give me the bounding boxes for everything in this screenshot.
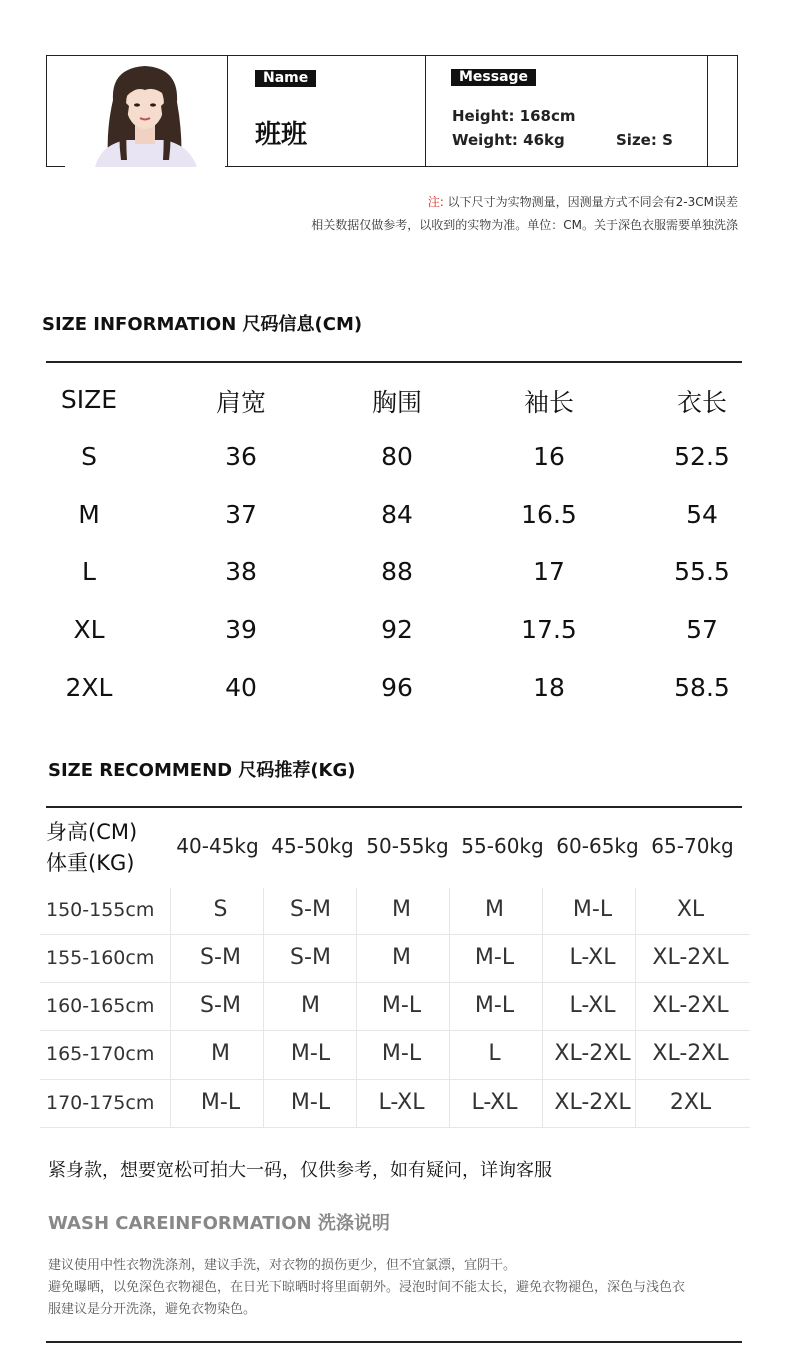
wash-care-line: 服建议是分开洗涤，避免衣物染色。 (48, 1302, 257, 1317)
divider (46, 1341, 742, 1343)
size-cell: M (78, 500, 100, 529)
recommend-cell: S-M (200, 945, 241, 970)
size-cell: 18 (533, 673, 565, 702)
grid-line (40, 982, 750, 983)
recommend-cell: M-L (200, 1090, 241, 1115)
size-cell: 16 (533, 442, 565, 471)
corner-weight-label: 体重(KG) (46, 851, 135, 875)
recommend-cell: M-L (572, 897, 613, 922)
grid-line (170, 888, 171, 1127)
size-cell: 39 (225, 615, 257, 644)
recommend-cell: XL (676, 897, 705, 922)
note-line-1: 以下尺寸为实物测量，因测量方式不同会有2-3CM误差 (447, 195, 738, 209)
recommend-cell: XL-2XL (554, 1090, 631, 1115)
grid-line (40, 1030, 750, 1031)
weight-header: 55-60kg (461, 834, 544, 858)
model-photo (65, 60, 225, 167)
recommend-cell: M-L (474, 993, 515, 1018)
size-cell: 58.5 (674, 673, 730, 702)
corner-height-label: 身高(CM) (46, 820, 138, 844)
model-name: 班班 (255, 120, 308, 150)
height-label: 165-170cm (46, 1043, 155, 1065)
size-header: 袖长 (523, 388, 574, 417)
size-header: 衣长 (676, 388, 727, 417)
recommend-cell: M (392, 897, 411, 922)
weight-header: 60-65kg (556, 834, 639, 858)
height-label: 160-165cm (46, 995, 155, 1017)
recommend-cell: M-L (474, 945, 515, 970)
size-cell: 84 (381, 500, 413, 529)
wash-care-title: WASH CAREINFORMATION 洗涤说明 (48, 1213, 390, 1234)
recommend-cell: L-XL (569, 993, 616, 1018)
recommend-cell: L-XL (378, 1090, 425, 1115)
recommend-cell: M-L (290, 1041, 331, 1066)
size-cell: 55.5 (674, 557, 730, 586)
recommend-cell: M (485, 897, 504, 922)
grid-line (542, 888, 543, 1127)
size-header: 胸围 (371, 388, 422, 417)
size-cell: 57 (686, 615, 718, 644)
size-recommend-title: SIZE RECOMMEND 尺码推荐(KG) (48, 760, 356, 781)
size-cell: 2XL (65, 673, 113, 702)
recommend-cell: S-M (290, 897, 331, 922)
recommend-cell: 2XL (669, 1090, 712, 1115)
recommend-cell: M-L (381, 993, 422, 1018)
size-cell: 16.5 (521, 500, 577, 529)
recommend-cell: XL-2XL (652, 993, 729, 1018)
measurement-note (428, 193, 738, 210)
recommend-cell: L-XL (569, 945, 616, 970)
recommend-cell: S-M (200, 993, 241, 1018)
divider (46, 361, 742, 363)
model-info-card (46, 55, 738, 167)
size-cell: 96 (381, 673, 413, 702)
size-cell: 36 (225, 442, 257, 471)
model-height: Height: 168cm (452, 107, 576, 125)
recommend-cell: XL-2XL (652, 1041, 729, 1066)
recommend-cell: L (488, 1041, 501, 1066)
divider (46, 806, 742, 808)
weight-header: 50-55kg (366, 834, 449, 858)
size-cell: 52.5 (674, 442, 730, 471)
recommend-cell: M-L (290, 1090, 331, 1115)
height-label: 170-175cm (46, 1092, 155, 1114)
recommend-cell: M-L (381, 1041, 422, 1066)
weight-header: 45-50kg (271, 834, 354, 858)
note-line-2: 相关数据仅做参考，以收到的实物为准。单位：CM。关于深色衣服需要单独洗涤 (311, 218, 738, 232)
size-cell: 92 (381, 615, 413, 644)
weight-header: 65-70kg (651, 834, 734, 858)
recommend-cell: S-M (290, 945, 331, 970)
grid-line (40, 934, 750, 935)
size-cell: 80 (381, 442, 413, 471)
weight-header: 40-45kg (176, 834, 259, 858)
card-divider (227, 56, 228, 166)
recommend-cell: XL-2XL (652, 945, 729, 970)
size-info-title: SIZE INFORMATION 尺码信息(CM) (42, 314, 363, 335)
recommend-cell: XL-2XL (554, 1041, 631, 1066)
size-cell: 40 (225, 673, 257, 702)
model-size: Size: S (616, 131, 673, 149)
size-cell: L (82, 557, 96, 586)
note-prefix: 注: (427, 195, 444, 209)
card-divider (425, 56, 426, 166)
wash-care-line: 建议使用中性衣物洗涤剂，建议手洗，对衣物的损伤更少，但不宜氯漂，宜阴干。 (48, 1258, 517, 1273)
size-cell: 38 (225, 557, 257, 586)
grid-line (40, 1079, 750, 1080)
size-cell: S (81, 442, 97, 471)
recommend-cell: S (213, 897, 228, 922)
model-weight: Weight: 46kg (452, 131, 565, 149)
fit-tip: 紧身款，想要宽松可拍大一码，仅供参考，如有疑问，详询客服 (48, 1160, 552, 1181)
size-cell: XL (73, 615, 105, 644)
size-cell: 88 (381, 557, 413, 586)
recommend-cell: M (211, 1041, 230, 1066)
size-cell: 37 (225, 500, 257, 529)
card-divider (707, 56, 708, 166)
name-tag: Name (255, 70, 316, 87)
height-label: 155-160cm (46, 947, 155, 969)
size-cell: 17 (533, 557, 565, 586)
wash-care-line: 避免曝晒，以免深色衣物褪色，在日光下晾晒时将里面朝外。浸泡时间不能太长，避免衣物褪色，深色与浅色衣 (48, 1280, 686, 1295)
recommend-cell: M (392, 945, 411, 970)
size-header: 肩宽 (215, 388, 266, 417)
size-cell: 54 (686, 500, 718, 529)
size-cell: 17.5 (521, 615, 577, 644)
recommend-cell: L-XL (471, 1090, 518, 1115)
message-tag: Message (451, 69, 536, 86)
height-label: 150-155cm (46, 899, 155, 921)
recommend-cell: M (301, 993, 320, 1018)
size-header: SIZE (60, 385, 118, 414)
grid-line (40, 1127, 750, 1128)
